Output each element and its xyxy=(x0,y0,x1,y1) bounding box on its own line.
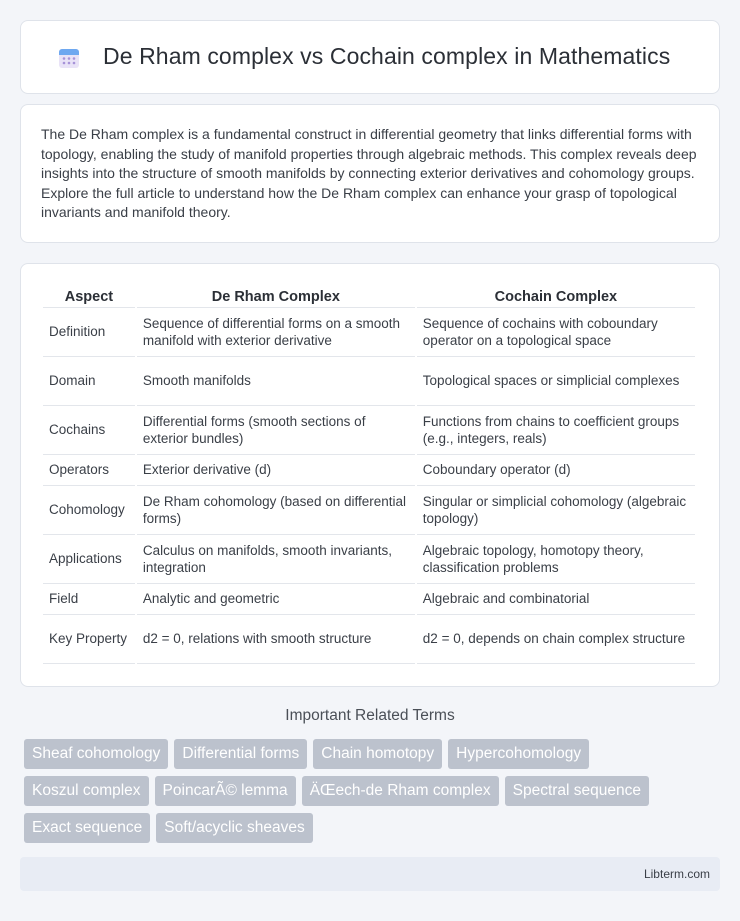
tag-exact-sequence[interactable]: Exact sequence xyxy=(24,813,150,843)
intro-text: The De Rham complex is a fundamental construct in differential geometry that links differential forms with topology, enabling the study of manifold properties through algebraic methods. This complex reveals deep insights into the structure of smooth manifolds by connecting exterior derivatives and cohomology groups. Explore the full article to understand how the De Rham complex can enhance your grasp of topological invariants and manifold theory. xyxy=(41,126,697,220)
intro-card xyxy=(20,104,720,243)
table-cell-aspect: Field xyxy=(43,584,135,615)
tag-chain-homotopy[interactable]: Chain homotopy xyxy=(313,739,442,769)
table-cell-cochain: d2 = 0, depends on chain complex structure xyxy=(417,615,695,664)
table-cell-cochain: Sequence of cochains with coboundary operator on a topological space xyxy=(417,308,695,357)
table-row xyxy=(43,308,695,357)
related-terms-list xyxy=(24,739,724,850)
table-cell-cochain: Singular or simplicial cohomology (algebraic topology) xyxy=(417,486,695,535)
tag-koszul-complex[interactable]: Koszul complex xyxy=(24,776,149,806)
table-cell-de-rham: Analytic and geometric xyxy=(137,584,415,615)
page-title: De Rham complex vs Cochain complex in Mathematics xyxy=(103,43,671,69)
table-header-row xyxy=(43,284,695,308)
table-cell-de-rham: Differential forms (smooth sections of exterior bundles) xyxy=(137,406,415,455)
table-cell-aspect: Key Property xyxy=(43,615,135,664)
comparison-table xyxy=(41,284,697,664)
footer-site-link[interactable]: Libterm.com xyxy=(643,867,710,881)
table-cell-de-rham: d2 = 0, relations with smooth structure xyxy=(137,615,415,664)
table-row xyxy=(43,486,695,535)
table-cell-cochain: Functions from chains to coefficient groups (e.g., integers, reals) xyxy=(417,406,695,455)
table-row xyxy=(43,615,695,664)
table-cell-aspect: Cohomology xyxy=(43,486,135,535)
table-row xyxy=(43,357,695,406)
tag-row xyxy=(24,776,724,806)
table-cell-de-rham: Exterior derivative (d) xyxy=(137,455,415,486)
table-cell-de-rham: De Rham cohomology (based on differential forms) xyxy=(137,486,415,535)
table-cell-cochain: Coboundary operator (d) xyxy=(417,455,695,486)
table-cell-cochain: Algebraic and combinatorial xyxy=(417,584,695,615)
tag-poincare-lemma[interactable]: PoincarÃ© lemma xyxy=(155,776,296,806)
table-cell-aspect: Domain xyxy=(43,357,135,406)
tag-soft-acyclic-sheaves[interactable]: Soft/acyclic sheaves xyxy=(156,813,312,843)
header-de-rham: De Rham Complex xyxy=(137,284,415,308)
table-cell-aspect: Cochains xyxy=(43,406,135,455)
table-cell-aspect: Operators xyxy=(43,455,135,486)
tag-row xyxy=(24,813,724,843)
header-aspect: Aspect xyxy=(43,284,135,308)
tag-cech-de-rham-complex[interactable]: ÄŒech-de Rham complex xyxy=(302,776,499,806)
tag-row xyxy=(24,739,724,769)
table-row xyxy=(43,406,695,455)
header-card xyxy=(20,20,720,94)
footer xyxy=(20,857,720,891)
table-row xyxy=(43,535,695,584)
tag-differential-forms[interactable]: Differential forms xyxy=(174,739,307,769)
table-cell-cochain: Topological spaces or simplicial complexes xyxy=(417,357,695,406)
table-row xyxy=(43,584,695,615)
calendar-grid-icon xyxy=(57,46,81,70)
header-cochain: Cochain Complex xyxy=(417,284,695,308)
table-cell-aspect: Applications xyxy=(43,535,135,584)
table-cell-de-rham: Sequence of differential forms on a smooth manifold with exterior derivative xyxy=(137,308,415,357)
related-terms-title: Important Related Terms xyxy=(285,707,455,724)
table-cell-de-rham: Calculus on manifolds, smooth invariants, integration xyxy=(137,535,415,584)
tag-hypercohomology[interactable]: Hypercohomology xyxy=(448,739,589,769)
table-cell-cochain: Algebraic topology, homotopy theory, classification problems xyxy=(417,535,695,584)
table-cell-de-rham: Smooth manifolds xyxy=(137,357,415,406)
table-cell-aspect: Definition xyxy=(43,308,135,357)
tag-sheaf-cohomology[interactable]: Sheaf cohomology xyxy=(24,739,168,769)
table-row xyxy=(43,455,695,486)
comparison-table-card xyxy=(20,263,720,687)
tag-spectral-sequence[interactable]: Spectral sequence xyxy=(505,776,649,806)
